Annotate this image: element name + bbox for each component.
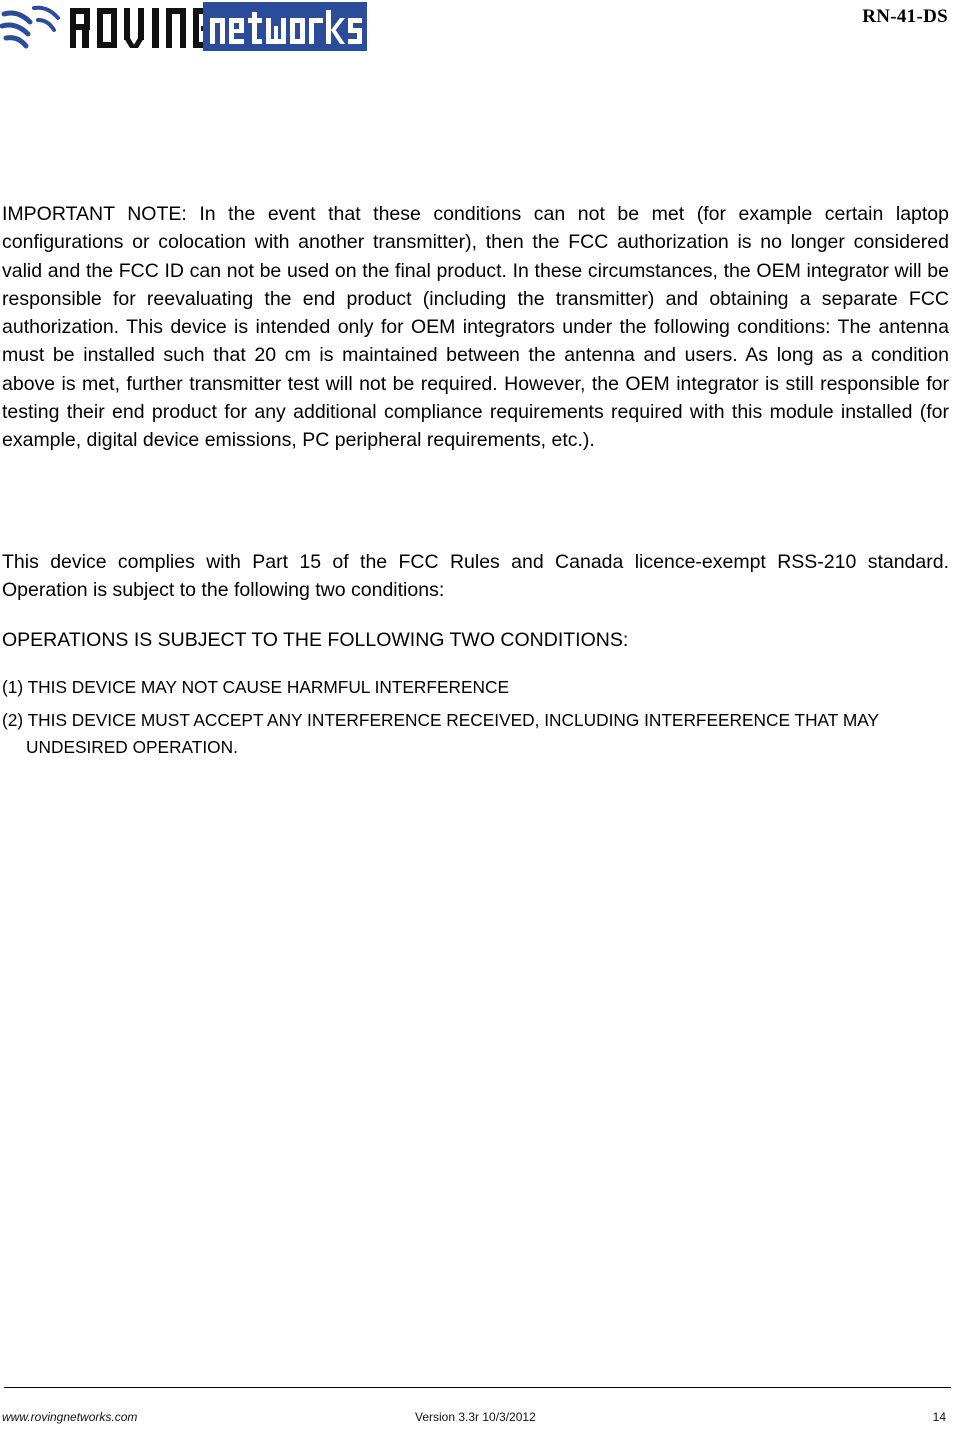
roving-networks-logo: [0, 0, 368, 54]
footer-version: Version 3.3r 10/3/2012: [415, 1410, 536, 1424]
document-code: RN-41-DS: [862, 6, 948, 27]
brand-word-roving: [70, 8, 213, 48]
footer-website-link[interactable]: www.rovingnetworks.com: [2, 1410, 138, 1424]
wave-mark-icon: [2, 8, 58, 46]
footer-page-number: 14: [932, 1410, 946, 1424]
important-note-paragraph: IMPORTANT NOTE: In the event that these conditions can not be met (for example certain laptop configurations or colocation with another transmitter), then the FCC authorization is no longer considered valid and the FCC ID can not be used on the final product. In these circumstances, the OEM integrator will be responsible for reevaluating the end product (including the transmitter) and obtaining a separate FCC authorization. This device is intended only for OEM integrators under the following conditions: The antenna must be installed such that 20 cm is maintained between the antenna and users. As long as a condition above is met, further transmitter test will not be required. However, the OEM integrator is still responsible for testing their end product for any additional compliance requirements required with this module installed (for example, digital device emissions, PC peripheral requirements, etc.).: [2, 203, 949, 452]
condition-item-1: (1) THIS DEVICE MAY NOT CAUSE HARMFUL INTERFERENCE: [2, 677, 509, 697]
compliance-paragraph: This device complies with Part 15 of the FCC Rules and Canada licence-exempt RSS-210 standard. Operation is subject to the following two conditions:: [2, 551, 949, 602]
footer-divider: [4, 1387, 951, 1388]
condition-item-2: (2) THIS DEVICE MUST ACCEPT ANY INTERFERENCE RECEIVED, INCLUDING INTERFEERENCE THAT MAY UNDESIRED OPERATION.: [2, 710, 879, 757]
conditions-heading: OPERATIONS IS SUBJECT TO THE FOLLOWING TWO CONDITIONS:: [2, 629, 629, 651]
